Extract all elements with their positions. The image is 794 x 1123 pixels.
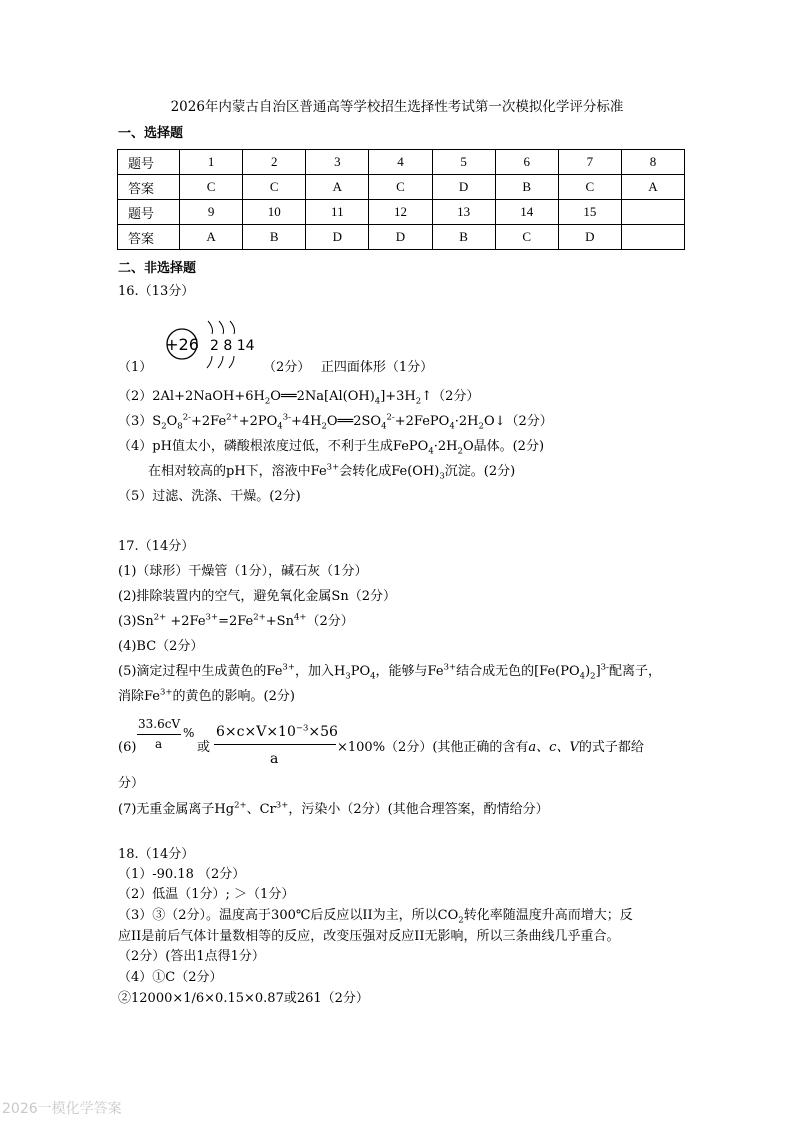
table-cell: 1 [180, 150, 243, 175]
q17-7: (7)无重金属离子$Hg^{2+}$、$Cr^{3+}$，污染小（2分）(其他合理答案，酌情给分） [118, 800, 549, 817]
q17-5b: 消除$Fe^{3+}$的黄色的影响。(2分) [118, 687, 295, 704]
table-cell: 8 [621, 150, 684, 175]
q16-1-label: （1） [118, 360, 153, 375]
table-cell: C [558, 175, 621, 200]
fraction1-numerator: 33.6cV [138, 717, 181, 731]
table-row-header: 题号 [118, 200, 180, 225]
table-cell: 15 [558, 200, 621, 225]
table-cell: D [558, 225, 621, 250]
table-row-header: 答案 [118, 175, 180, 200]
table-cell: 14 [495, 200, 558, 225]
table-cell [621, 225, 684, 250]
table-row [118, 225, 685, 250]
section-heading-nonchoice: 二、非选择题 [118, 261, 197, 276]
table-cell: C [243, 175, 306, 200]
q17-6-wrap: 分） [118, 776, 145, 791]
table-cell: 3 [306, 150, 369, 175]
table-cell: A [621, 175, 684, 200]
q17-3: $(3)Sn^{2+} +2Fe^{3+}=2Fe^{2+}+Sn^{4+}(2$分） [118, 612, 354, 629]
q16-heading: 16.（13分） [118, 284, 195, 299]
q17-heading: 17.（14分） [118, 539, 195, 554]
q18-4: （4）①C（2分） [118, 970, 223, 985]
q17-1: (1)（球形）干燥管（1分），碱石灰（1分） [118, 564, 368, 579]
table-cell: A [180, 225, 243, 250]
table-cell: 11 [306, 200, 369, 225]
q17-4: (4)BC（2分） [118, 639, 204, 654]
table-cell: 4 [369, 150, 432, 175]
table-cell: 10 [243, 200, 306, 225]
fraction1-percent: % [183, 726, 195, 740]
q17-6-label: (6) [118, 740, 137, 755]
q18-2: （2）低温（1分）; ＞（1分） [118, 887, 295, 902]
fraction2-bar [214, 744, 336, 745]
atom-structure-diagram [162, 316, 258, 372]
section-heading-choice: 一、选择题 [118, 126, 184, 141]
q16-3: $(3)S_2O_8^{2-}+2Fe^{2+}+2PO_4^{3-}+4H_2O══2SO_4^{2-}+2FePO_4\cdot 2H_2O↓(2$分） [118, 412, 553, 432]
q18-5: ②12000×1/6×0.15×0.87或261（2分） [118, 991, 369, 1006]
shell-arcs-bottom [207, 356, 234, 368]
q16-4b: 在相对较高的pH下，溶液中$Fe^{3+}$会转化成$Fe(OH)_3$沉淀。(2分) [148, 462, 516, 482]
or-text: 或 [197, 740, 211, 755]
fraction2-numerator: $6\times c\times V\times 10^{-3}\times 56$ [216, 723, 338, 740]
fraction1-denominator: a [155, 737, 163, 751]
fraction1-bar [137, 734, 181, 735]
table-cell: B [432, 225, 495, 250]
q16-5: （5）过滤、洗涤、干燥。(2分) [118, 489, 301, 504]
table-cell: D [432, 175, 495, 200]
q18-1: （1）-90.18 （2分） [118, 867, 246, 882]
q17-6-after: ×100%（2分）(其他正确的含有a、c、V的式子都给 [337, 740, 644, 755]
table-cell: B [243, 225, 306, 250]
answer-table [117, 149, 685, 250]
shell-arcs-top [208, 321, 235, 334]
table-row [118, 200, 685, 225]
table-cell: 6 [495, 150, 558, 175]
fraction2-denominator: a [270, 751, 279, 767]
table-row [118, 175, 685, 200]
q16-2: $(2)2Al+2NaOH+6H_2O══2Na[Al(OH)_4]+3H_2↑(2$分） [118, 389, 480, 407]
table-cell: A [306, 175, 369, 200]
table-cell: 13 [432, 200, 495, 225]
table-cell: 5 [432, 150, 495, 175]
table-cell: C [180, 175, 243, 200]
q16-4a: （4）pH值太小，磷酸根浓度过低，不利于生成$FePO_4\cdot 2H_2O$晶体。(2分) [118, 439, 545, 457]
table-cell [621, 200, 684, 225]
electron-shells: 2 8 14 [210, 338, 255, 354]
q17-5a: (5)滴定过程中生成黄色的$Fe^{3+}$，加入$H_3PO_4$，能够与$Fe^{3+}$结合成无色的$[Fe(PO_4)_2]^{3-}$配离子， [118, 662, 661, 682]
table-row [118, 150, 685, 175]
q16-1-text: （2分） 正四面体形（1分） [263, 360, 434, 375]
q18-3c: （2分）(答出1点得1分） [118, 949, 265, 964]
nucleus-charge: +26 [165, 335, 199, 354]
table-cell: C [495, 225, 558, 250]
q18-3a: （3）③（2分）。温度高于300℃后反应以II为主，所以$CO_2$转化率随温度升高而增大；反 [118, 908, 633, 926]
table-cell: B [495, 175, 558, 200]
table-cell: 12 [369, 200, 432, 225]
table-cell: D [369, 225, 432, 250]
q17-2: (2)排除装置内的空气，避免氧化金属Sn（2分） [118, 589, 396, 604]
table-cell: 7 [558, 150, 621, 175]
table-row-header: 答案 [118, 225, 180, 250]
q18-heading: 18.（14分） [118, 847, 195, 862]
table-cell: 9 [180, 200, 243, 225]
table-cell: D [306, 225, 369, 250]
table-row-header: 题号 [118, 150, 180, 175]
table-cell: C [369, 175, 432, 200]
footer-watermark: 2026一模化学答案 [2, 1101, 122, 1117]
table-cell: 2 [243, 150, 306, 175]
q18-3b: 应II是前后气体计量数相等的反应，改变压强对反应II无影响，所以三条曲线几乎重合。 [118, 929, 620, 944]
page-title: 2026年内蒙古自治区普通高等学校招生选择性考试第一次模拟化学评分标准 [170, 99, 624, 115]
